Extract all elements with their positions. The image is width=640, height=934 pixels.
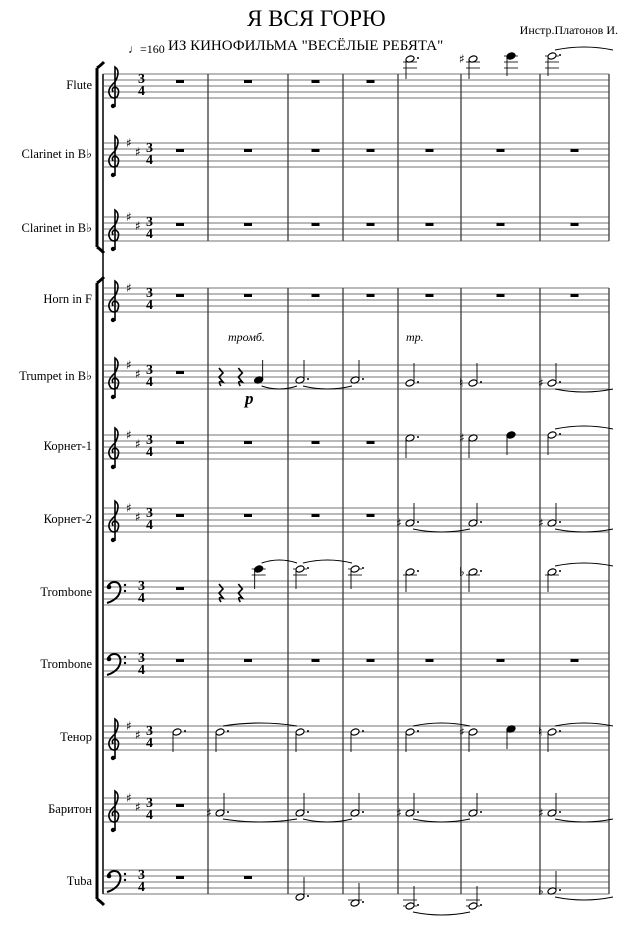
tie: [555, 819, 613, 822]
instrument-label: Horn in F: [43, 292, 92, 306]
treble-clef-dot: [111, 173, 115, 177]
instrument-label: Корнет-1: [43, 439, 92, 453]
accidental-icon: ♭: [459, 565, 465, 579]
key-signature-sharp-icon: ♯: [135, 219, 141, 233]
key-signature-sharp-icon: ♯: [135, 728, 141, 742]
treble-clef-icon: [109, 136, 119, 176]
key-signature-sharp-icon: ♯: [126, 136, 132, 150]
half-note: [215, 728, 225, 736]
accidental-icon: ♯: [538, 516, 544, 530]
half-note: [547, 431, 557, 439]
tie: [555, 529, 613, 532]
key-signature-sharp-icon: ♯: [126, 210, 132, 224]
whole-rest-icon: [312, 223, 320, 226]
key-signature-sharp-icon: ♯: [126, 791, 132, 805]
treble-clef-dot: [111, 828, 115, 832]
half-note: [547, 728, 557, 736]
augmentation-dot: [307, 567, 309, 569]
augmentation-dot: [417, 57, 419, 59]
augmentation-dot: [417, 811, 419, 813]
whole-rest-icon: [176, 804, 184, 807]
augmentation-dot: [480, 381, 482, 383]
accidental-icon: ♯: [396, 806, 402, 820]
time-signature-numerator: 3: [138, 72, 145, 87]
whole-rest-icon: [176, 587, 184, 590]
whole-rest-icon: [497, 659, 505, 662]
augmentation-dot: [559, 811, 561, 813]
time-signature-numerator: 3: [146, 141, 153, 156]
bass-clef-dot: [124, 879, 126, 881]
half-note: [405, 902, 415, 910]
key-signature-sharp-icon: ♯: [135, 367, 141, 381]
augmentation-dot: [307, 895, 309, 897]
half-note: [405, 728, 415, 736]
whole-rest-icon: [367, 441, 375, 444]
augmentation-dot: [559, 730, 561, 732]
augmentation-dot: [362, 567, 364, 569]
accidental-icon: ♯: [538, 806, 544, 820]
augmentation-dot: [184, 730, 186, 732]
time-signature-denominator: 4: [146, 808, 153, 823]
time-signature-numerator: 3: [146, 796, 153, 811]
whole-rest-icon: [367, 514, 375, 517]
accidental-icon: ♯: [459, 725, 465, 739]
arranger-credit: Инстр.Платонов И.: [519, 23, 618, 37]
whole-rest-icon: [176, 223, 184, 226]
whole-rest-icon: [497, 149, 505, 152]
trombone-cue: тромб.: [228, 330, 265, 344]
accidental-icon: ♯: [538, 376, 544, 390]
augmentation-dot: [362, 811, 364, 813]
augmentation-dot: [362, 901, 364, 903]
instrument-label: Clarinet in B♭: [21, 221, 92, 235]
whole-rest-icon: [571, 223, 579, 226]
augmentation-dot: [417, 904, 419, 906]
time-signature-denominator: 4: [146, 153, 153, 168]
half-note: [468, 379, 478, 387]
whole-rest-icon: [176, 294, 184, 297]
augmentation-dot: [417, 521, 419, 523]
whole-rest-icon: [176, 514, 184, 517]
augmentation-dot: [417, 381, 419, 383]
whole-rest-icon: [176, 149, 184, 152]
instrument-label: Tuba: [66, 874, 92, 888]
whole-rest-icon: [497, 294, 505, 297]
quarter-note: [506, 52, 516, 60]
tie: [303, 819, 352, 822]
whole-rest-icon: [426, 149, 434, 152]
accidental-icon: ♮: [538, 725, 543, 739]
slur: [555, 563, 613, 566]
whole-rest-icon: [312, 514, 320, 517]
time-signature-denominator: 4: [146, 375, 153, 390]
augmentation-dot: [559, 381, 561, 383]
key-signature-sharp-icon: ♯: [135, 800, 141, 814]
instrument-label: Flute: [66, 78, 92, 92]
whole-rest-icon: [244, 514, 252, 517]
time-signature-denominator: 4: [138, 591, 145, 606]
bass-clef-dot: [124, 662, 126, 664]
score-title: Я ВСЯ ГОРЮ: [247, 6, 386, 31]
key-signature-sharp-icon: ♯: [135, 145, 141, 159]
bass-clef-dot: [107, 585, 112, 590]
slur: [555, 723, 613, 726]
bass-clef-dot: [124, 873, 126, 875]
whole-rest-icon: [176, 441, 184, 444]
treble-clef-dot: [111, 756, 115, 760]
tie: [223, 819, 297, 822]
time-signature-numerator: 3: [146, 363, 153, 378]
whole-rest-icon: [426, 659, 434, 662]
tie: [262, 386, 297, 389]
treble-clef-dot: [111, 465, 115, 469]
accidental-icon: ♯: [206, 806, 212, 820]
treble-clef-icon: [109, 719, 119, 759]
accidental-icon: ♮: [459, 376, 464, 390]
whole-rest-icon: [367, 149, 375, 152]
treble-clef-dot: [111, 104, 115, 108]
time-signature-numerator: 3: [146, 506, 153, 521]
whole-rest-icon: [176, 876, 184, 879]
augmentation-dot: [417, 570, 419, 572]
instrument-label: Trombone: [40, 585, 92, 599]
slur: [303, 560, 352, 563]
augmentation-dot: [480, 570, 482, 572]
score-subtitle: ИЗ КИНОФИЛЬМА "ВЕСЁЛЫЕ РЕБЯТА": [168, 38, 444, 54]
whole-rest-icon: [312, 80, 320, 83]
tempo-marking: ♩=160: [128, 42, 165, 56]
time-signature-denominator: 4: [138, 880, 145, 895]
whole-rest-icon: [312, 659, 320, 662]
augmentation-dot: [480, 904, 482, 906]
quarter-note: [254, 565, 264, 573]
time-signature-numerator: 3: [146, 286, 153, 301]
augmentation-dot: [559, 570, 561, 572]
whole-rest-icon: [244, 294, 252, 297]
augmentation-dot: [417, 436, 419, 438]
whole-rest-icon: [497, 223, 505, 226]
whole-rest-icon: [312, 294, 320, 297]
time-signature-denominator: 4: [146, 736, 153, 751]
augmentation-dot: [307, 730, 309, 732]
whole-rest-icon: [367, 659, 375, 662]
time-signature-numerator: 3: [146, 724, 153, 739]
time-signature-denominator: 4: [146, 518, 153, 533]
tie: [303, 386, 352, 389]
augmentation-dot: [480, 521, 482, 523]
whole-rest-icon: [367, 80, 375, 83]
whole-rest-icon: [571, 149, 579, 152]
time-signature-denominator: 4: [146, 227, 153, 242]
tie: [555, 389, 613, 392]
instrument-label: Корнет-2: [43, 512, 92, 526]
whole-rest-icon: [244, 659, 252, 662]
slur: [262, 560, 297, 563]
augmentation-dot: [362, 378, 364, 380]
time-signature-numerator: 3: [138, 651, 145, 666]
time-signature-numerator: 3: [138, 579, 145, 594]
whole-rest-icon: [176, 659, 184, 662]
whole-rest-icon: [426, 294, 434, 297]
bass-clef-dot: [107, 874, 112, 879]
time-signature-numerator: 3: [138, 868, 145, 883]
dynamic-piano: p: [245, 389, 254, 408]
augmentation-dot: [480, 811, 482, 813]
augmentation-dot: [307, 378, 309, 380]
half-note: [172, 728, 182, 736]
key-signature-sharp-icon: ♯: [135, 510, 141, 524]
treble-clef-icon: [109, 358, 119, 398]
accidental-icon: ♯: [459, 431, 465, 445]
trumpet-cue: тр.: [406, 330, 424, 344]
bass-clef-dot: [124, 656, 126, 658]
whole-rest-icon: [244, 223, 252, 226]
tie: [413, 912, 470, 915]
instrument-label: Баритон: [48, 802, 92, 816]
accidental-icon: ♯: [459, 52, 465, 66]
key-signature-sharp-icon: ♯: [126, 428, 132, 442]
half-note: [295, 728, 305, 736]
treble-clef-dot: [111, 247, 115, 251]
whole-rest-icon: [571, 294, 579, 297]
bass-clef-dot: [124, 590, 126, 592]
augmentation-dot: [307, 811, 309, 813]
whole-rest-icon: [367, 223, 375, 226]
slur: [555, 47, 613, 50]
augmentation-dot: [362, 730, 364, 732]
augmentation-dot: [559, 54, 561, 56]
half-note: [350, 565, 360, 573]
key-signature-sharp-icon: ♯: [126, 719, 132, 733]
treble-clef-icon: [109, 501, 119, 541]
bass-clef-dot: [124, 584, 126, 586]
time-signature-denominator: 4: [138, 84, 145, 99]
whole-rest-icon: [176, 371, 184, 374]
slur: [223, 723, 297, 726]
half-note: [295, 565, 305, 573]
accidental-icon: ♯: [396, 516, 402, 530]
time-signature-denominator: 4: [146, 298, 153, 313]
treble-clef-dot: [111, 318, 115, 322]
bass-clef-dot: [107, 657, 112, 662]
time-signature-denominator: 4: [146, 445, 153, 460]
treble-clef-icon: [109, 67, 119, 107]
augmentation-dot: [559, 889, 561, 891]
key-signature-sharp-icon: ♯: [126, 501, 132, 515]
treble-clef-icon: [109, 210, 119, 250]
augmentation-dot: [417, 730, 419, 732]
time-signature-numerator: 3: [146, 433, 153, 448]
half-note: [547, 52, 557, 60]
half-note: [350, 728, 360, 736]
instrument-label: Trumpet in B♭: [19, 369, 92, 383]
key-signature-sharp-icon: ♯: [135, 437, 141, 451]
augmentation-dot: [559, 521, 561, 523]
augmentation-dot: [559, 433, 561, 435]
treble-clef-dot: [111, 395, 115, 399]
whole-rest-icon: [571, 659, 579, 662]
slur: [555, 426, 613, 429]
treble-clef-dot: [111, 538, 115, 542]
whole-rest-icon: [426, 223, 434, 226]
whole-rest-icon: [312, 149, 320, 152]
treble-clef-icon: [109, 791, 119, 831]
whole-rest-icon: [244, 441, 252, 444]
whole-rest-icon: [244, 876, 252, 879]
tie: [555, 897, 613, 900]
time-signature-numerator: 3: [146, 215, 153, 230]
whole-rest-icon: [244, 149, 252, 152]
treble-clef-icon: [109, 281, 119, 321]
instrument-label: Clarinet in B♭: [21, 147, 92, 161]
augmentation-dot: [227, 730, 229, 732]
instrument-label: Тенор: [60, 730, 92, 744]
instrument-label: Trombone: [40, 657, 92, 671]
half-note: [468, 728, 478, 736]
whole-rest-icon: [367, 294, 375, 297]
whole-rest-icon: [312, 441, 320, 444]
whole-rest-icon: [244, 80, 252, 83]
key-signature-sharp-icon: ♯: [126, 281, 132, 295]
accidental-icon: ♭: [538, 884, 544, 898]
treble-clef-icon: [109, 428, 119, 468]
quarter-note: [506, 431, 516, 439]
half-note: [468, 902, 478, 910]
key-signature-sharp-icon: ♯: [126, 358, 132, 372]
time-signature-denominator: 4: [138, 663, 145, 678]
augmentation-dot: [227, 811, 229, 813]
half-note: [405, 379, 415, 387]
half-note: [547, 379, 557, 387]
whole-rest-icon: [176, 80, 184, 83]
